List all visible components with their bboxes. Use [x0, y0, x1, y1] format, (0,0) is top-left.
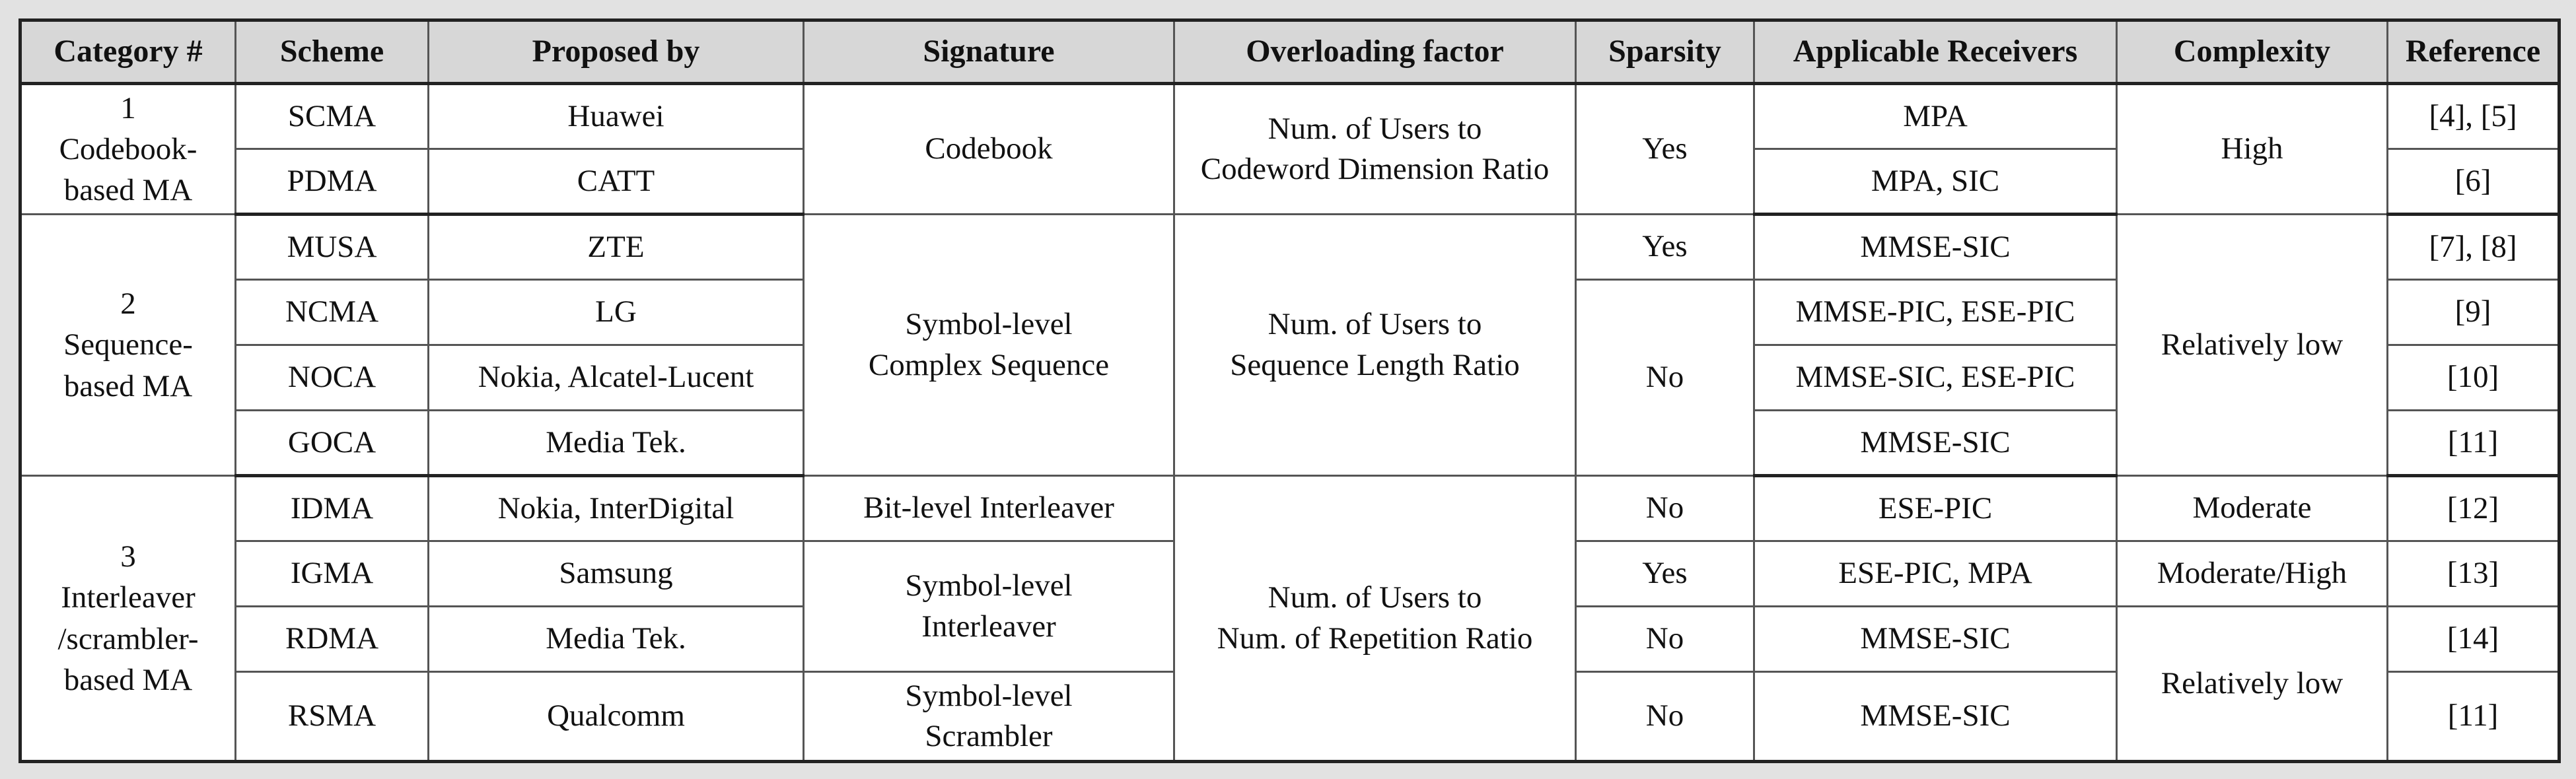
scheme-cell: IDMA — [236, 476, 429, 541]
scheme-cell: MUSA — [236, 215, 429, 280]
overloading-text: Num. of Users to — [1268, 111, 1482, 146]
receivers-cell: MMSE-SIC — [1754, 607, 2117, 672]
category-name: based MA — [63, 173, 193, 208]
sparsity-cell: Yes — [1576, 215, 1754, 280]
header-row — [20, 20, 2559, 84]
receivers-cell: ESE-PIC — [1754, 476, 2117, 541]
signature-text: Interleaver — [921, 609, 1056, 644]
sparsity-cell: Yes — [1576, 541, 1754, 607]
signature-text: Symbol-level — [905, 678, 1073, 713]
signature-text: Complex Sequence — [868, 347, 1110, 382]
complexity-cell: Moderate — [2117, 476, 2388, 541]
reference-cell: [13] — [2388, 541, 2559, 607]
proposed-by-cell: Huawei — [429, 84, 804, 149]
receivers-cell: MMSE-SIC — [1754, 411, 2117, 476]
header-reference: Reference — [2388, 20, 2559, 84]
receivers-cell: MMSE-SIC — [1754, 215, 2117, 280]
proposed-by-cell: LG — [429, 280, 804, 345]
receivers-cell: MPA — [1754, 84, 2117, 149]
proposed-by-cell: Nokia, InterDigital — [429, 476, 804, 541]
signature-cell — [804, 541, 1174, 672]
overloading-text: Num. of Repetition Ratio — [1217, 621, 1533, 656]
scheme-cell: GOCA — [236, 411, 429, 476]
category-cell — [20, 215, 236, 476]
overloading-cell — [1174, 215, 1576, 476]
sparsity-cell: No — [1576, 476, 1754, 541]
overloading-text: Num. of Users to — [1268, 307, 1482, 342]
reference-cell: [12] — [2388, 476, 2559, 541]
reference-cell: [9] — [2388, 280, 2559, 345]
proposed-by-cell: Media Tek. — [429, 411, 804, 476]
category-name: /scrambler- — [57, 621, 199, 656]
reference-cell: [10] — [2388, 345, 2559, 411]
table-row — [20, 215, 2559, 280]
scheme-cell: IGMA — [236, 541, 429, 607]
proposed-by-cell: ZTE — [429, 215, 804, 280]
reference-cell: [11] — [2388, 672, 2559, 762]
category-name: based MA — [63, 662, 193, 697]
header-overloading-factor: Overloading factor — [1174, 20, 1576, 84]
overloading-text: Num. of Users to — [1268, 580, 1482, 615]
complexity-cell: High — [2117, 84, 2388, 215]
reference-cell: [6] — [2388, 149, 2559, 215]
proposed-by-cell: Samsung — [429, 541, 804, 607]
scheme-cell: PDMA — [236, 149, 429, 215]
scheme-cell: RDMA — [236, 607, 429, 672]
signature-text: Symbol-level — [905, 307, 1073, 342]
header-proposed-by: Proposed by — [429, 20, 804, 84]
header-category: Category # — [20, 20, 236, 84]
overloading-text: Sequence Length Ratio — [1230, 347, 1520, 382]
proposed-by-cell: Media Tek. — [429, 607, 804, 672]
receivers-cell: MPA, SIC — [1754, 149, 2117, 215]
proposed-by-cell: Nokia, Alcatel-Lucent — [429, 345, 804, 411]
comparison-table-frame — [18, 18, 2558, 761]
category-number: 3 — [120, 539, 136, 574]
header-scheme: Scheme — [236, 20, 429, 84]
reference-cell: [4], [5] — [2388, 84, 2559, 149]
proposed-by-cell: Qualcomm — [429, 672, 804, 762]
sparsity-cell: No — [1576, 280, 1754, 476]
sparsity-cell: No — [1576, 672, 1754, 762]
ma-schemes-comparison-table — [18, 18, 2561, 763]
header-applicable-receivers: Applicable Receivers — [1754, 20, 2117, 84]
reference-cell: [7], [8] — [2388, 215, 2559, 280]
complexity-cell: Moderate/High — [2117, 541, 2388, 607]
reference-cell: [11] — [2388, 411, 2559, 476]
category-name: Codebook- — [59, 131, 197, 166]
overloading-cell — [1174, 476, 1576, 762]
signature-cell: Codebook — [804, 84, 1174, 215]
reference-cell: [14] — [2388, 607, 2559, 672]
complexity-cell: Relatively low — [2117, 215, 2388, 476]
header-complexity: Complexity — [2117, 20, 2388, 84]
sparsity-cell: Yes — [1576, 84, 1754, 215]
signature-text: Scrambler — [925, 719, 1053, 753]
table-row — [20, 476, 2559, 541]
category-name: based MA — [63, 368, 193, 403]
scheme-cell: NCMA — [236, 280, 429, 345]
receivers-cell: MMSE-SIC — [1754, 672, 2117, 762]
receivers-cell: MMSE-PIC, ESE-PIC — [1754, 280, 2117, 345]
receivers-cell: MMSE-SIC, ESE-PIC — [1754, 345, 2117, 411]
category-number: 2 — [120, 287, 136, 322]
header-signature: Signature — [804, 20, 1174, 84]
signature-text: Symbol-level — [905, 568, 1073, 603]
scheme-cell: NOCA — [236, 345, 429, 411]
scheme-cell: RSMA — [236, 672, 429, 762]
table-row — [20, 84, 2559, 149]
category-number: 1 — [120, 90, 136, 125]
scheme-cell: SCMA — [236, 84, 429, 149]
header-sparsity: Sparsity — [1576, 20, 1754, 84]
signature-cell: Bit-level Interleaver — [804, 476, 1174, 541]
category-name: Sequence- — [63, 327, 193, 362]
category-name: Interleaver — [61, 580, 196, 615]
proposed-by-cell: CATT — [429, 149, 804, 215]
overloading-text: Codeword Dimension Ratio — [1200, 152, 1550, 186]
complexity-cell: Relatively low — [2117, 607, 2388, 762]
receivers-cell: ESE-PIC, MPA — [1754, 541, 2117, 607]
signature-cell — [804, 672, 1174, 762]
category-cell — [20, 476, 236, 762]
overloading-cell — [1174, 84, 1576, 215]
signature-cell — [804, 215, 1174, 476]
category-cell — [20, 84, 236, 215]
sparsity-cell: No — [1576, 607, 1754, 672]
